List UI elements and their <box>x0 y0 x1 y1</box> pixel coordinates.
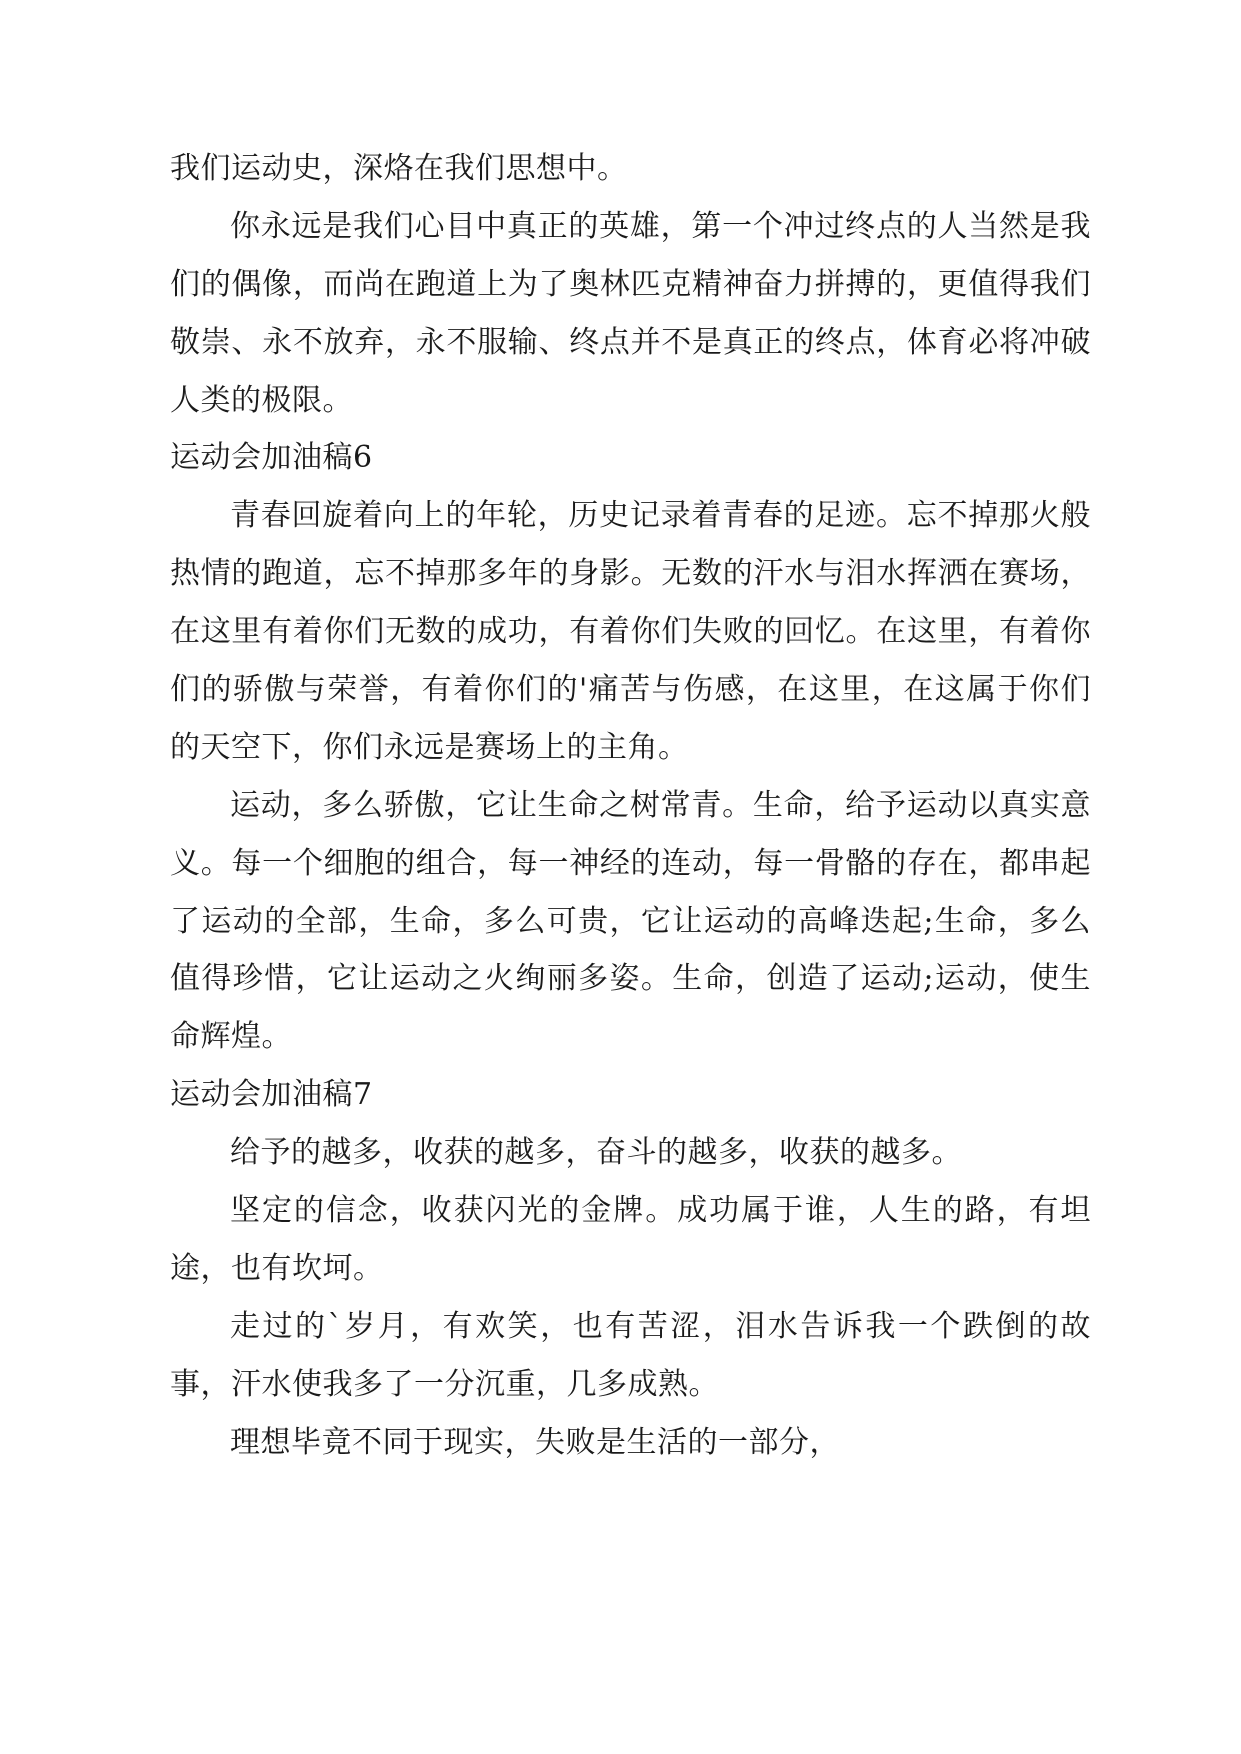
paragraph: 给予的越多，收获的越多，奋斗的越多，收获的越多。 <box>230 1135 962 1171</box>
section-heading: 运动会加油稿6 <box>170 440 373 476</box>
paragraph: 理想毕竟不同于现实，失败是生活的一部分， <box>230 1424 840 1460</box>
paragraph: 青春回旋着向上的年轮，历史记录着青春的足迹。忘不掉那火般热情的跑道，忘不掉那多年的身影。无数的汗水与泪水挥洒在赛场，在这里有着你们无数的成功，有着你们失败的回忆。在这里，有着你们的骄傲与荣誉，有着你们的'痛苦与伤感，在这里，在这属于你们的天空下，你们永远是赛场上的主角。 <box>170 498 1091 765</box>
paragraph: 坚定的信念，收获闪光的金牌。成功属于谁，人生的路，有坦途，也有坎坷。 <box>170 1193 1091 1286</box>
section-heading: 运动会加油稿7 <box>170 1077 373 1113</box>
paragraph: 走过的`岁月，有欢笑，也有苦涩，泪水告诉我一个跌倒的故事，汗水使我多了一分沉重，几多成熟。 <box>170 1308 1091 1402</box>
paragraph: 我们运动史，深烙在我们思想中。 <box>170 151 628 186</box>
paragraph: 运动，多么骄傲，它让生命之树常青。生命，给予运动以真实意义。每一个细胞的组合，每一神经的连动，每一骨骼的存在，都串起了运动的全部，生命，多么可贵，它让运动的高峰迭起;生命，多么值得珍惜，它让运动之火绚丽多姿。生命，创造了运动;运动，使生命辉煌。 <box>170 787 1091 1055</box>
document-body <box>170 140 1091 1471</box>
paragraph: 你永远是我们心目中真正的英雄，第一个冲过终点的人当然是我们的偶像，而尚在跑道上为了奥林匹克精神奋力拼搏的，更值得我们敬崇、永不放弃，永不服输、终点并不是真正的终点，体育必将冲破人类的极限。 <box>170 208 1091 418</box>
